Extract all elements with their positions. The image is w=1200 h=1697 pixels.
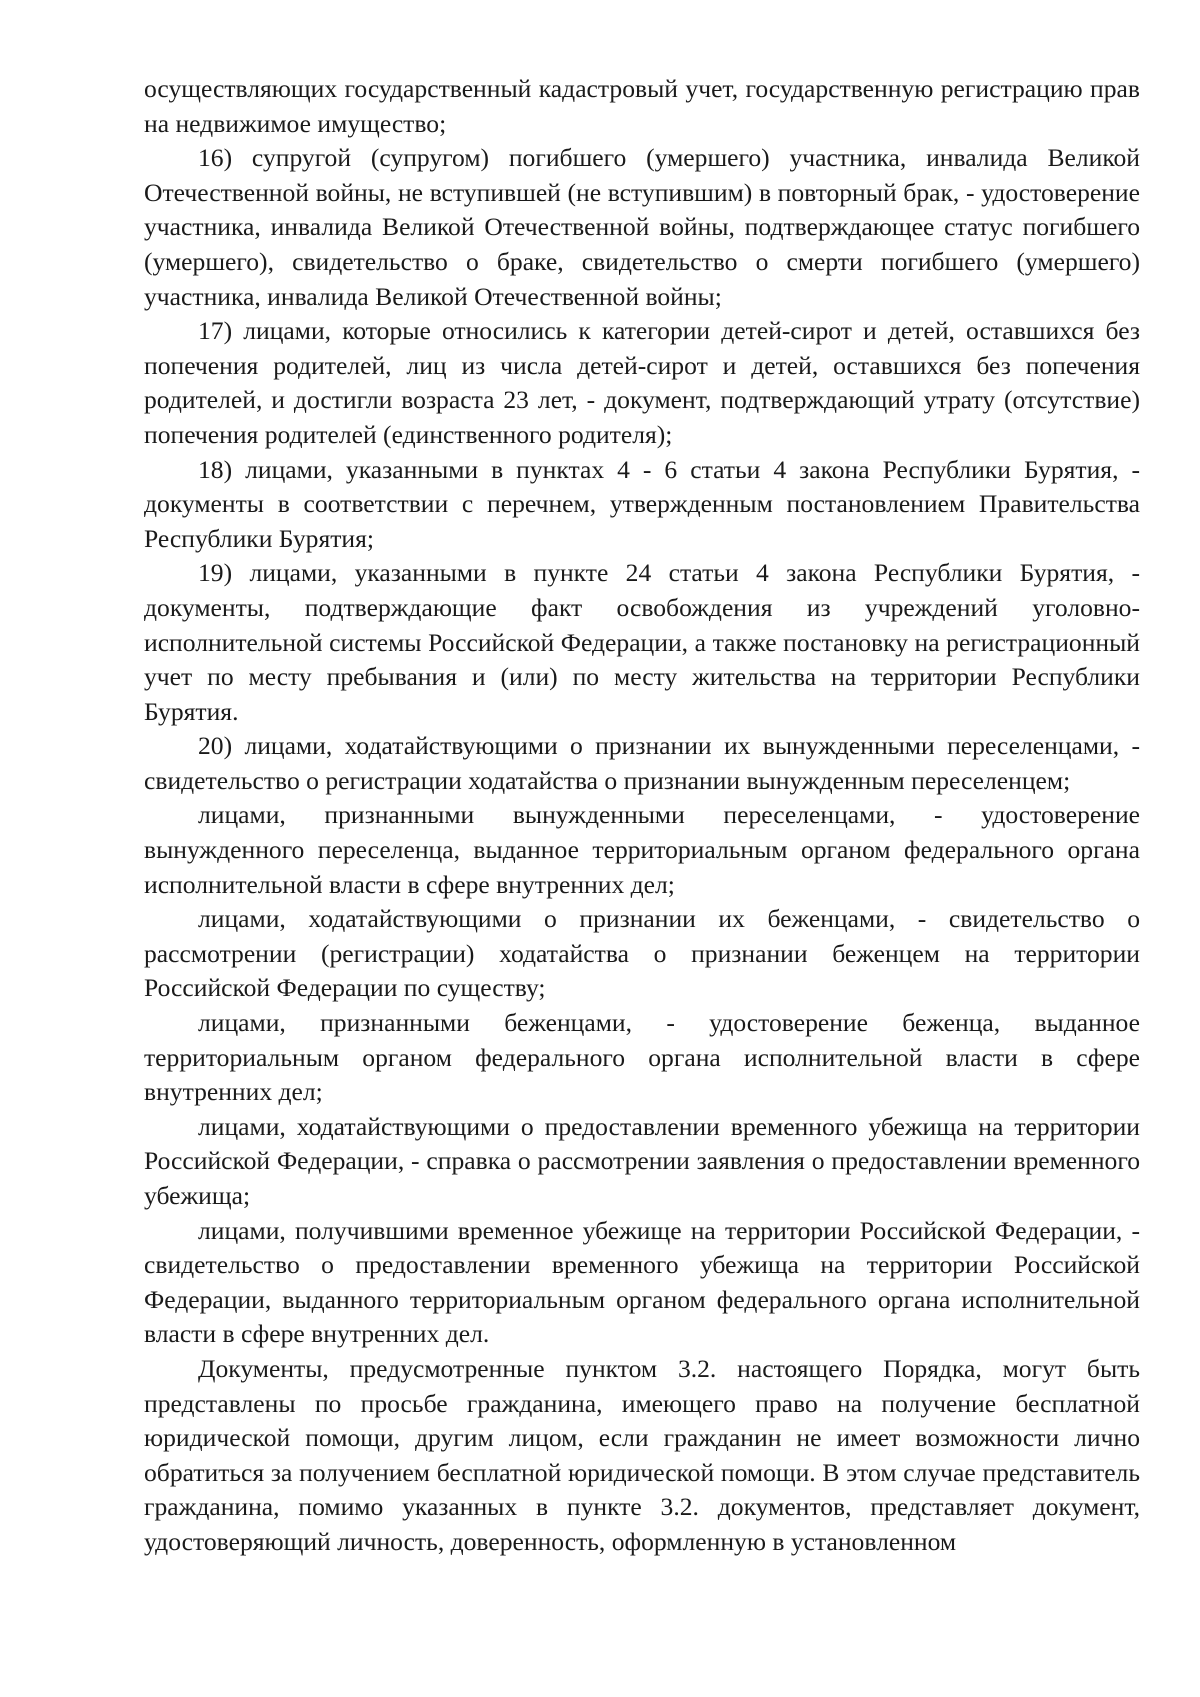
- paragraph: 20) лицами, ходатайствующими о признании их вынужденными переселенцами, - свидетельство о регистрации ходатайства о признании вынужденным переселенцем;: [144, 731, 1140, 795]
- paragraph: 19) лицами, указанными в пункте 24 статьи 4 закона Республики Бурятия, - документы, подтверждающие факт освобождения из учреждений уголовно-исполнительной системы Российской Федерации, а также постановку на регистрационный учет по месту пребывания и (или) по месту жительства на территории Республики Бурятия.: [144, 558, 1140, 726]
- paragraph: Документы, предусмотренные пунктом 3.2. настоящего Порядка, могут быть представлены по просьбе гражданина, имеющего право на получение бесплатной юридической помощи, другим лицом, если гражданин не имеет возможности лично обратиться за получением бесплатной юридической помощи. В этом случае представитель гражданина, помимо указанных в пункте 3.2. документов, представляет документ, удостоверяющий личность, доверенность, оформленную в установленном: [144, 1353, 1140, 1556]
- paragraph: лицами, получившими временное убежище на территории Российской Федерации, - свидетельство о предоставлении временного убежища на территории Российской Федерации, выданного территориальным органом федерального органа исполнительной власти в сфере внутренних дел.: [144, 1215, 1140, 1349]
- paragraph: 17) лицами, которые относились к категории детей-сирот и детей, оставшихся без попечения родителей, лиц из числа детей-сирот и детей, оставшихся без попечения родителей, и достигли возраста 23 лет, - документ, подтверждающий утрату (отсутствие) попечения родителей (единственного родителя);: [144, 316, 1140, 449]
- paragraph: 18) лицами, указанными в пунктах 4 - 6 статьи 4 закона Республики Бурятия, - документы в соответствии с перечнем, утвержденным постановлением Правительства Республики Бурятия;: [144, 454, 1140, 553]
- paragraph: 16) супругой (супругом) погибшего (умершего) участника, инвалида Великой Отечественной войны, не вступившей (не вступившим) в повторный брак, - удостоверение участника, инвалида Великой Отечественной войны, подтверждающее статус погибшего (умершего), свидетельство о браке, свидетельство о смерти погибшего (умершего) участника, инвалида Великой Отечественной войны;: [144, 143, 1140, 311]
- paragraph: лицами, признанными вынужденными переселенцами, - удостоверение вынужденного переселенца, выданное территориальным органом федерального органа исполнительной власти в сфере внутренних дел;: [144, 800, 1140, 899]
- paragraph: осуществляющих государственный кадастровый учет, государственную регистрацию прав на недвижимое имущество;: [144, 74, 1140, 138]
- document-body: [144, 72, 1140, 1560]
- paragraph: лицами, ходатайствующими о предоставлении временного убежища на территории Российской Федерации, - справка о рассмотрении заявления о предоставлении временного убежища;: [144, 1111, 1140, 1210]
- paragraph: лицами, признанными беженцами, - удостоверение беженца, выданное территориальным органом федерального органа исполнительной власти в сфере внутренних дел;: [144, 1008, 1140, 1107]
- paragraph: лицами, ходатайствующими о признании их беженцами, - свидетельство о рассмотрении (регистрации) ходатайства о признании беженцем на территории Российской Федерации по существу;: [144, 904, 1140, 1003]
